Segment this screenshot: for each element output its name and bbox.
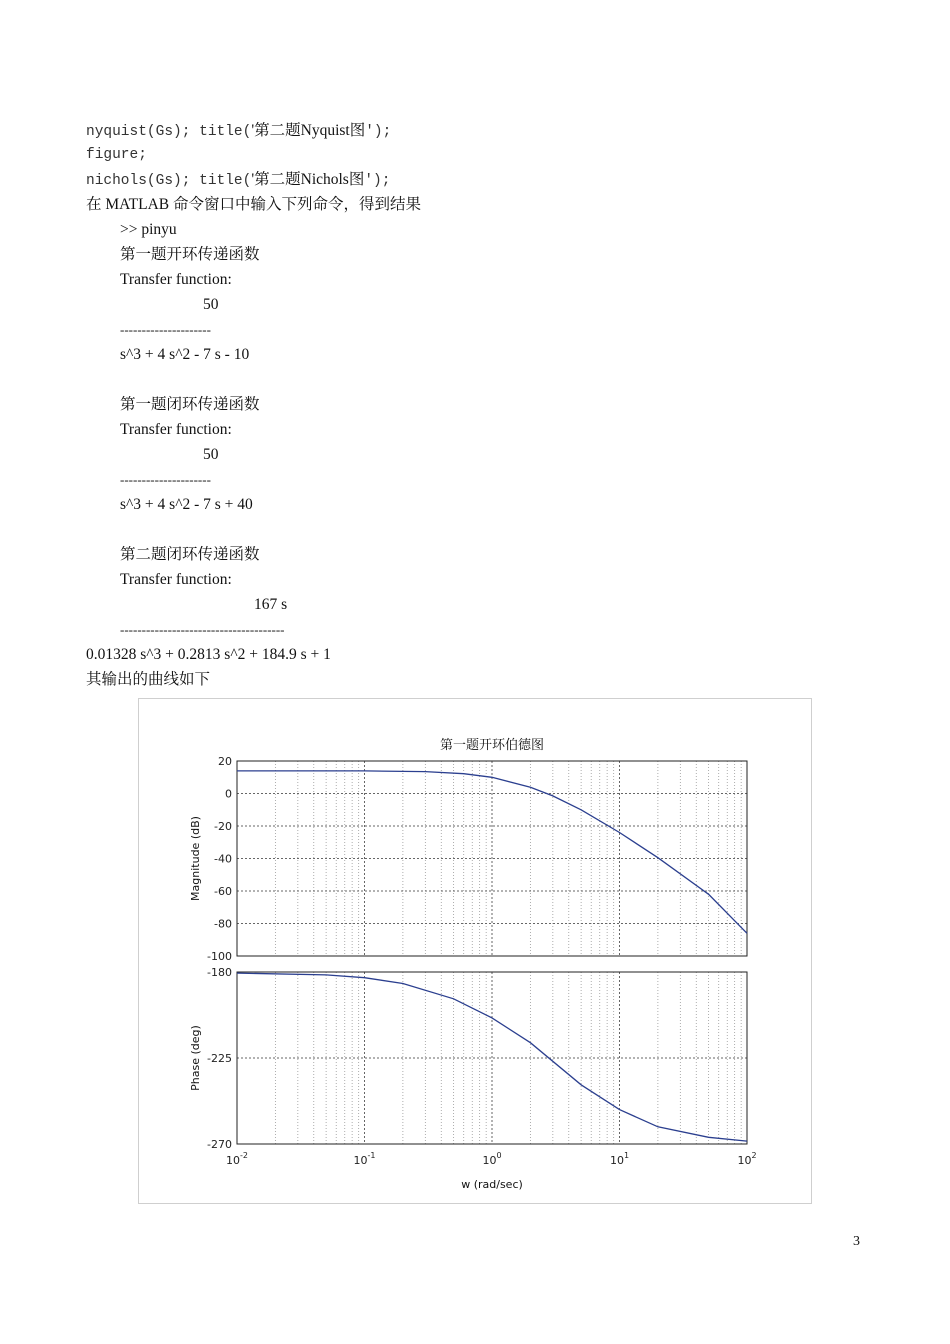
magnitude-axes xyxy=(189,755,747,963)
tf3-fraction-bar: -------------------------------------- xyxy=(120,622,285,637)
intro-text: 在 MATLAB 命令窗口中输入下列命令，得到结果 xyxy=(86,196,421,213)
tf2-fraction-bar: --------------------- xyxy=(120,472,211,487)
tf1-heading: 第一题开环传递函数 xyxy=(120,246,260,263)
tf3-heading: 第二题闭环传递函数 xyxy=(120,546,260,563)
curves-caption: 其输出的曲线如下 xyxy=(86,671,211,688)
phase-ylabel: Phase (deg) xyxy=(189,1025,202,1091)
tf2-heading: 第一题闭环传递函数 xyxy=(120,396,260,413)
magnitude-tick-label: -100 xyxy=(207,950,232,963)
phase-tick-label: -270 xyxy=(207,1138,232,1151)
tf2-denominator: s^3 + 4 s^2 - 7 s + 40 xyxy=(120,496,253,513)
magnitude-tick-label: 0 xyxy=(225,787,232,801)
page-number: 3 xyxy=(853,1234,860,1249)
x-tick-label: $10^0$ xyxy=(482,1151,502,1167)
tf2-label: Transfer function: xyxy=(120,421,232,438)
tf1-numerator: 50 xyxy=(203,296,219,313)
x-tick-label: $10^{-1}$ xyxy=(353,1151,376,1167)
x-tick-label: $10^2$ xyxy=(737,1151,757,1167)
x-axis-label: w (rad/sec) xyxy=(461,1178,523,1191)
bode-plot xyxy=(139,699,811,1203)
phase-tick-label: -225 xyxy=(207,1052,232,1065)
bode-figure xyxy=(138,698,812,1204)
x-tick-label: $10^1$ xyxy=(609,1151,630,1167)
magnitude-tick-label: -40 xyxy=(214,852,232,866)
tf1-label: Transfer function: xyxy=(120,271,232,288)
magnitude-tick-label: 20 xyxy=(218,755,232,768)
tf1-fraction-bar: --------------------- xyxy=(120,322,211,337)
code-line-figure: figure; xyxy=(86,147,147,163)
phase-axes xyxy=(189,966,747,1151)
code-line-nyquist: nyquist(Gs); title('第二题Nyquist图'); xyxy=(86,122,392,140)
phase-tick-label: -180 xyxy=(207,966,232,979)
x-tick-label: $10^{-2}$ xyxy=(226,1151,248,1167)
tf2-numerator: 50 xyxy=(203,446,219,463)
command-prompt: >> pinyu xyxy=(120,221,177,238)
tf1-denominator: s^3 + 4 s^2 - 7 s - 10 xyxy=(120,346,250,363)
tf3-label: Transfer function: xyxy=(120,571,232,588)
code-line-nichols: nichols(Gs); title('第二题Nichols图'); xyxy=(86,171,391,189)
magnitude-tick-label: -20 xyxy=(214,820,232,833)
tf3-denominator: 0.01328 s^3 + 0.2813 s^2 + 184.9 s + 1 xyxy=(86,646,331,663)
magnitude-ylabel: Magnitude (dB) xyxy=(189,816,202,901)
chart-title: 第一题开环伯德图 xyxy=(439,738,545,753)
tf3-numerator: 167 s xyxy=(254,596,288,613)
magnitude-tick-label: -60 xyxy=(214,885,232,898)
magnitude-tick-label: -80 xyxy=(214,917,232,931)
